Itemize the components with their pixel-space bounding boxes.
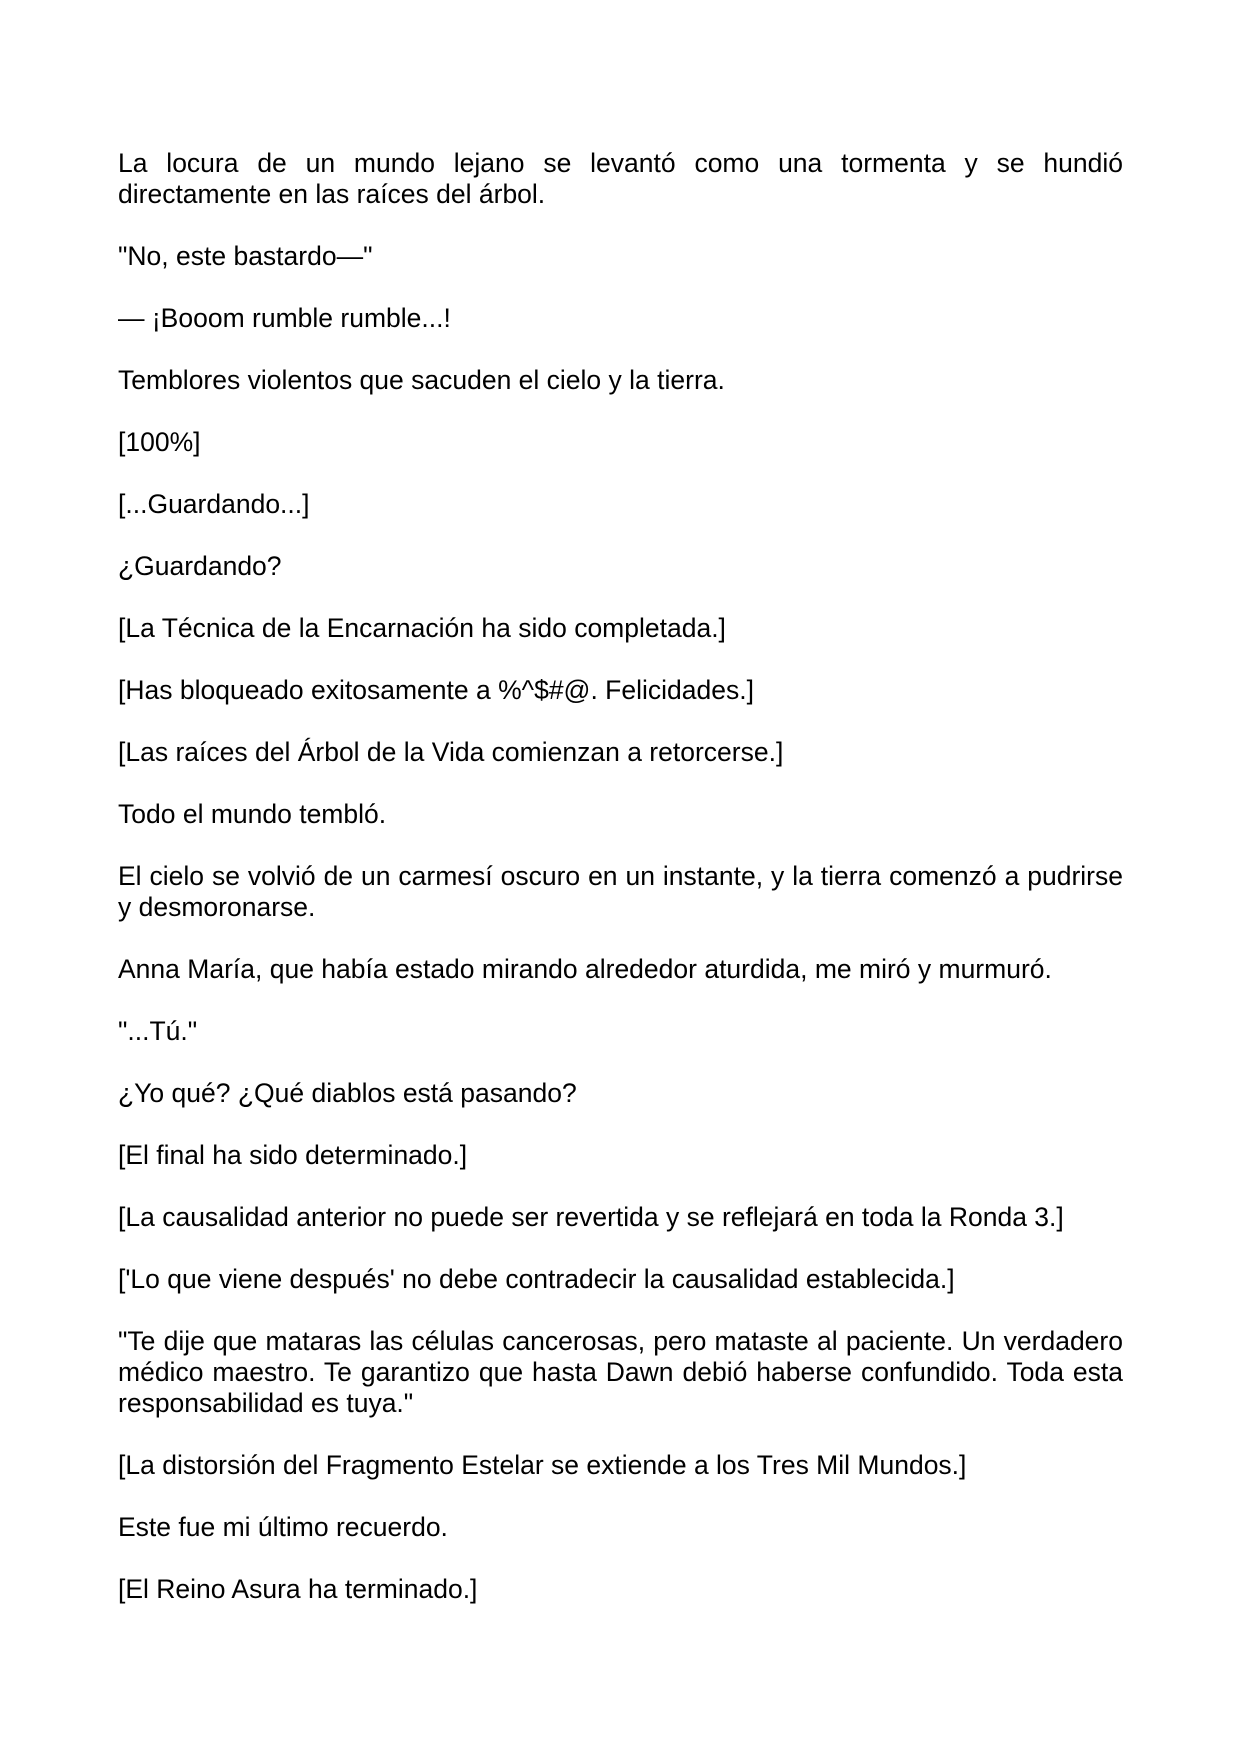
paragraph: [El Reino Asura ha terminado.] [118, 1574, 478, 1604]
paragraph: "...Tú." [118, 1016, 198, 1046]
paragraph: Este fue mi último recuerdo. [118, 1512, 448, 1542]
paragraph: Anna María, que había estado mirando alrededor aturdida, me miró y murmuró. [118, 954, 1052, 984]
paragraph: [La distorsión del Fragmento Estelar se extiende a los Tres Mil Mundos.] [118, 1450, 967, 1480]
paragraph: Temblores violentos que sacuden el cielo y la tierra. [118, 365, 725, 395]
paragraph: Todo el mundo tembló. [118, 799, 387, 829]
paragraph: ['Lo que viene después' no debe contradecir la causalidad establecida.] [118, 1264, 955, 1294]
paragraph: [Has bloqueado exitosamente a %^$#@. Felicidades.] [118, 675, 754, 705]
paragraph: [...Guardando...] [118, 489, 310, 519]
paragraph: ¿Yo qué? ¿Qué diablos está pasando? [118, 1078, 577, 1108]
paragraph: "Te dije que mataras las células cancerosas, pero mataste al paciente. Un verdadero médico maestro. Te garantizo que hasta Dawn debió haberse confundido. Toda esta responsabilidad es tuya." [118, 1326, 1123, 1418]
paragraph: La locura de un mundo lejano se levantó como una tormenta y se hundió directamente en las raíces del árbol. [118, 148, 1123, 209]
paragraph: ¿Guardando? [118, 551, 282, 581]
paragraph: [El final ha sido determinado.] [118, 1140, 468, 1170]
paragraph: [La causalidad anterior no puede ser revertida y se reflejará en toda la Ronda 3.] [118, 1202, 1064, 1232]
paragraph: "No, este bastardo—" [118, 241, 373, 271]
paragraph: El cielo se volvió de un carmesí oscuro en un instante, y la tierra comenzó a pudrirse y desmoronarse. [118, 861, 1123, 922]
paragraph: [Las raíces del Árbol de la Vida comienzan a retorcerse.] [118, 737, 784, 767]
paragraph: [100%] [118, 427, 201, 457]
paragraph: — ¡Booom rumble rumble...! [118, 303, 451, 333]
document-body [118, 148, 1123, 1636]
paragraph: [La Técnica de la Encarnación ha sido completada.] [118, 613, 726, 643]
